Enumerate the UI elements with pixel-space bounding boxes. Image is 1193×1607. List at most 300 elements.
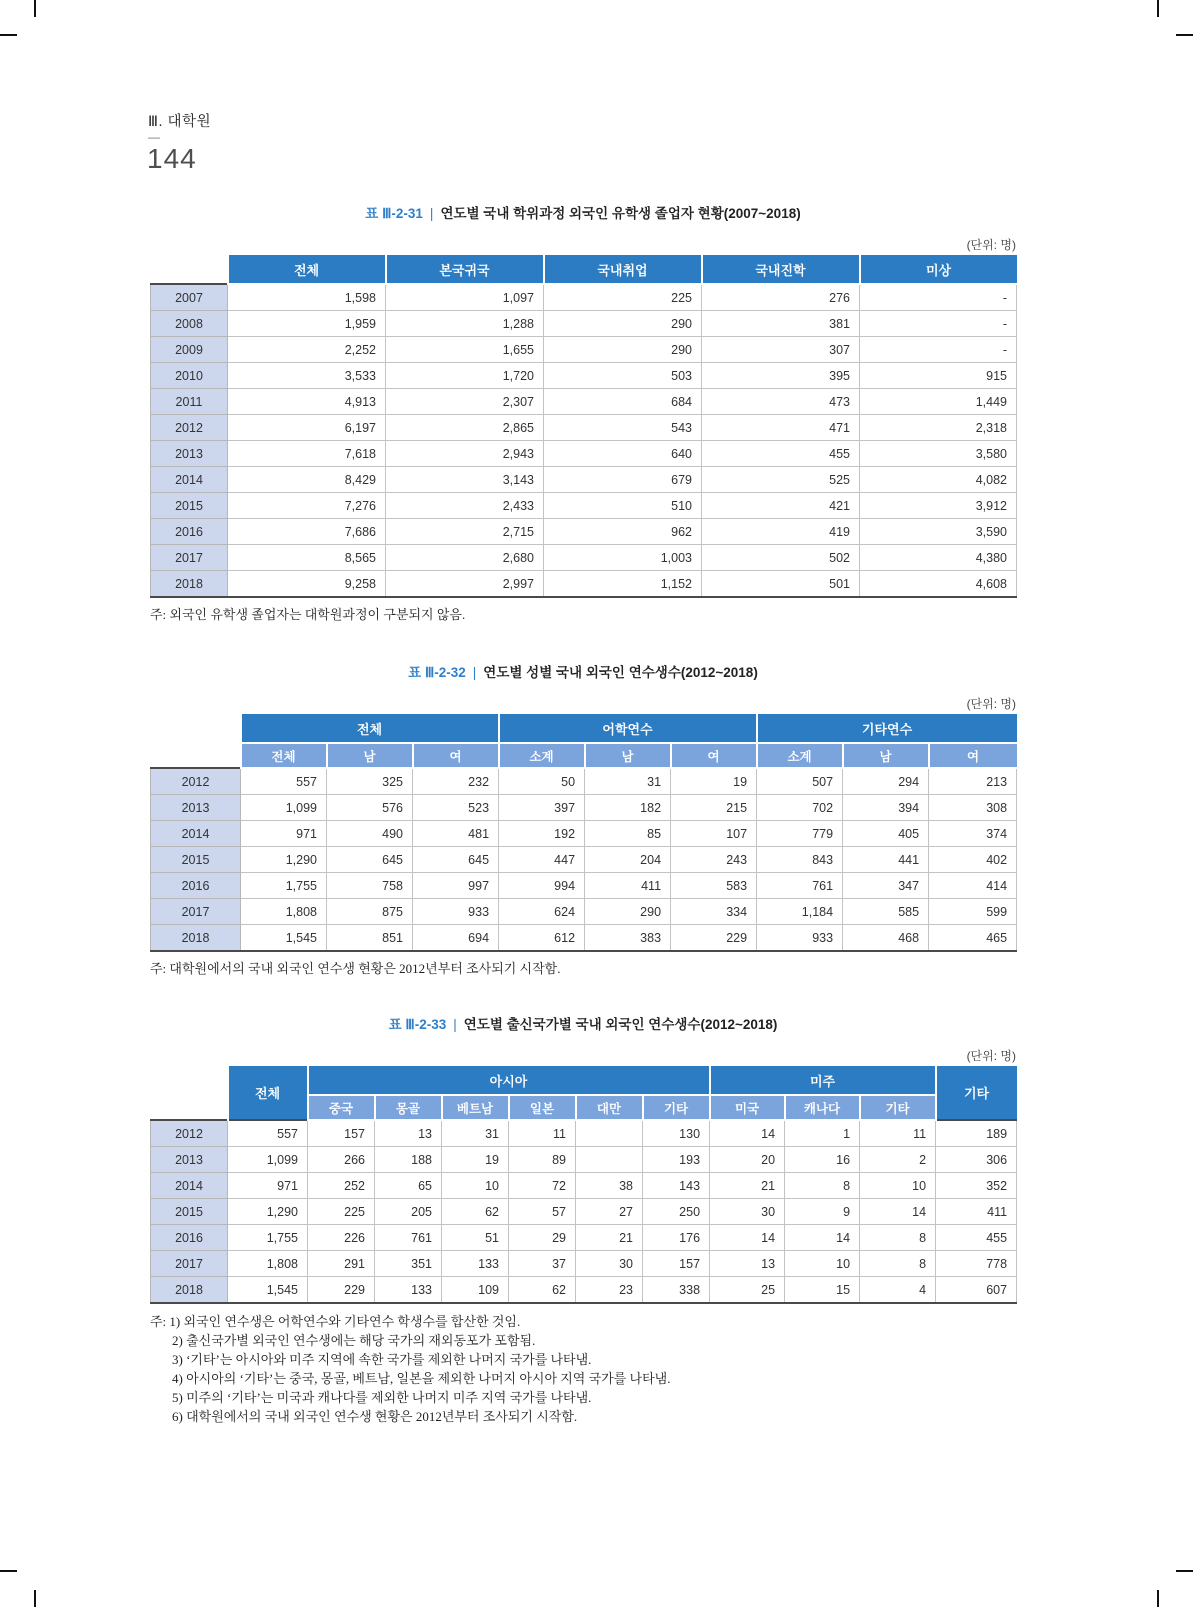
table2-sub-male: 남 xyxy=(327,743,413,768)
data-cell: 11 xyxy=(509,1120,576,1147)
data-cell: 465 xyxy=(929,925,1017,952)
data-cell: 229 xyxy=(308,1277,375,1304)
table2-sub-female2: 여 xyxy=(671,743,757,768)
table1-corner-cell xyxy=(151,255,228,284)
year-cell: 2016 xyxy=(151,1225,228,1251)
data-cell: 1,545 xyxy=(241,925,327,952)
crop-mark-top-right-v xyxy=(1157,0,1159,17)
data-cell: 394 xyxy=(843,795,929,821)
table-row xyxy=(151,1120,1017,1147)
data-cell: 758 xyxy=(327,873,413,899)
data-cell: 694 xyxy=(413,925,499,952)
table3-note-3: 3) ‘기타’는 아시아와 미주 지역에 속한 국가를 제외한 나머지 국가를 나타냄. xyxy=(172,1352,592,1367)
data-cell: 27 xyxy=(576,1199,643,1225)
table-row xyxy=(151,545,1017,571)
data-cell: 7,686 xyxy=(228,519,386,545)
data-cell: 402 xyxy=(929,847,1017,873)
table1-col-unknown: 미상 xyxy=(860,255,1017,284)
data-cell: 3,912 xyxy=(860,493,1017,519)
table1-header-row xyxy=(151,255,1017,284)
data-cell: 14 xyxy=(860,1199,936,1225)
data-cell: 193 xyxy=(643,1147,710,1173)
data-cell: 8,565 xyxy=(228,545,386,571)
data-cell: 276 xyxy=(702,284,860,311)
table3-sub-americas-etc: 기타 xyxy=(860,1095,936,1120)
data-cell: 523 xyxy=(413,795,499,821)
data-cell: 3,590 xyxy=(860,519,1017,545)
data-cell: 543 xyxy=(544,415,702,441)
data-cell: 455 xyxy=(936,1225,1017,1251)
table-row xyxy=(151,873,1017,899)
data-cell: 510 xyxy=(544,493,702,519)
data-cell: 397 xyxy=(499,795,585,821)
data-cell: 971 xyxy=(228,1173,308,1199)
table-row xyxy=(151,415,1017,441)
year-cell: 2009 xyxy=(151,337,228,363)
data-cell: 51 xyxy=(442,1225,509,1251)
data-cell: 243 xyxy=(671,847,757,873)
year-cell: 2017 xyxy=(151,545,228,571)
data-cell: 133 xyxy=(442,1251,509,1277)
data-cell: 481 xyxy=(413,821,499,847)
data-cell: 684 xyxy=(544,389,702,415)
data-cell: 1,808 xyxy=(228,1251,308,1277)
data-cell: 290 xyxy=(585,899,671,925)
data-cell: 8 xyxy=(860,1251,936,1277)
year-cell: 2007 xyxy=(151,284,228,311)
data-cell: 3,533 xyxy=(228,363,386,389)
data-cell: 915 xyxy=(860,363,1017,389)
crop-mark-bottom-left-v xyxy=(34,1590,36,1607)
table3-note-1: 주: 1) 외국인 연수생은 어학연수와 기타연수 학생수를 합산한 것임. xyxy=(150,1314,521,1329)
title-separator: | xyxy=(472,665,477,680)
data-cell: 471 xyxy=(702,415,860,441)
data-cell: 30 xyxy=(710,1199,785,1225)
data-cell: 205 xyxy=(375,1199,442,1225)
table3-sub-mongolia: 몽골 xyxy=(375,1095,442,1120)
data-cell: 143 xyxy=(643,1173,710,1199)
data-cell: 4,913 xyxy=(228,389,386,415)
table2-corner-cell xyxy=(151,714,241,743)
data-cell: 501 xyxy=(702,571,860,598)
data-cell xyxy=(576,1147,643,1173)
data-cell: 1,449 xyxy=(860,389,1017,415)
data-cell: 1,598 xyxy=(228,284,386,311)
data-cell: 4,608 xyxy=(860,571,1017,598)
table-row xyxy=(151,768,1017,795)
table3-sub-china: 중국 xyxy=(308,1095,375,1120)
table3-group-americas: 미주 xyxy=(710,1066,936,1095)
data-cell: 50 xyxy=(499,768,585,795)
data-cell: 761 xyxy=(375,1225,442,1251)
data-cell: - xyxy=(860,337,1017,363)
data-cell: 1,097 xyxy=(386,284,544,311)
data-cell: 374 xyxy=(929,821,1017,847)
data-cell: 2,943 xyxy=(386,441,544,467)
data-cell: 405 xyxy=(843,821,929,847)
table3-unit-label: (단위: 명) xyxy=(966,1049,1016,1063)
data-cell: 585 xyxy=(843,899,929,925)
data-cell: 10 xyxy=(860,1173,936,1199)
crop-mark-top-right-h xyxy=(1176,34,1193,36)
data-cell: 994 xyxy=(499,873,585,899)
data-cell: 62 xyxy=(509,1277,576,1304)
data-cell: 31 xyxy=(442,1120,509,1147)
data-cell: 2,307 xyxy=(386,389,544,415)
data-cell: 38 xyxy=(576,1173,643,1199)
data-cell: 525 xyxy=(702,467,860,493)
data-cell: 8 xyxy=(785,1173,860,1199)
table2-sub-female3: 여 xyxy=(929,743,1017,768)
table2-note: 주: 대학원에서의 국내 외국인 연수생 현황은 2012년부터 조사되기 시작함. xyxy=(150,961,561,976)
data-cell: 11 xyxy=(860,1120,936,1147)
data-cell: 2,318 xyxy=(860,415,1017,441)
data-cell: 875 xyxy=(327,899,413,925)
table-row xyxy=(151,1199,1017,1225)
crop-mark-top-left-v xyxy=(34,0,36,17)
data-cell: 779 xyxy=(757,821,843,847)
table-graduates-by-year xyxy=(150,255,1017,598)
data-cell: 14 xyxy=(710,1120,785,1147)
data-cell: 557 xyxy=(228,1120,308,1147)
data-cell: 157 xyxy=(643,1251,710,1277)
table3-sub-vietnam: 베트남 xyxy=(442,1095,509,1120)
table-row xyxy=(151,847,1017,873)
table3-col-total: 전체 xyxy=(228,1066,308,1120)
table2-sub-subtotal2: 소계 xyxy=(757,743,843,768)
data-cell: 414 xyxy=(929,873,1017,899)
data-cell xyxy=(576,1120,643,1147)
data-cell: 851 xyxy=(327,925,413,952)
data-cell: 226 xyxy=(308,1225,375,1251)
year-cell: 2008 xyxy=(151,311,228,337)
data-cell: 31 xyxy=(585,768,671,795)
data-cell: 933 xyxy=(757,925,843,952)
data-cell: 225 xyxy=(308,1199,375,1225)
data-cell: 624 xyxy=(499,899,585,925)
data-cell: 1,290 xyxy=(241,847,327,873)
table2-sub-header-row xyxy=(151,743,1017,768)
data-cell: - xyxy=(860,311,1017,337)
table2-title xyxy=(150,664,1016,682)
table1-label: 표 Ⅲ-2-31 xyxy=(365,206,423,221)
year-cell: 2016 xyxy=(151,519,228,545)
table-row xyxy=(151,899,1017,925)
data-cell: 473 xyxy=(702,389,860,415)
table3-note-6: 6) 대학원에서의 국내 외국인 연수생 현황은 2012년부터 조사되기 시작함. xyxy=(172,1409,578,1424)
table2-group-total: 전체 xyxy=(241,714,499,743)
year-cell: 2015 xyxy=(151,493,228,519)
table3-title xyxy=(150,1016,1016,1034)
data-cell: 213 xyxy=(929,768,1017,795)
crop-mark-bottom-right-v xyxy=(1157,1590,1159,1607)
data-cell: 503 xyxy=(544,363,702,389)
data-cell: 2,715 xyxy=(386,519,544,545)
data-cell: 411 xyxy=(936,1199,1017,1225)
data-cell: 4 xyxy=(860,1277,936,1304)
year-cell: 2012 xyxy=(151,768,241,795)
data-cell: 383 xyxy=(585,925,671,952)
crop-mark-bottom-right-h xyxy=(1176,1570,1193,1572)
data-cell: 352 xyxy=(936,1173,1017,1199)
year-cell: 2014 xyxy=(151,821,241,847)
crop-mark-top-left-h xyxy=(0,34,17,36)
data-cell: 21 xyxy=(576,1225,643,1251)
data-cell: 419 xyxy=(702,519,860,545)
year-cell: 2014 xyxy=(151,467,228,493)
page-content xyxy=(150,205,1016,1426)
data-cell: 583 xyxy=(671,873,757,899)
table-row xyxy=(151,493,1017,519)
data-cell: 14 xyxy=(710,1225,785,1251)
data-cell: 23 xyxy=(576,1277,643,1304)
data-cell: 133 xyxy=(375,1277,442,1304)
table-row xyxy=(151,519,1017,545)
data-cell: 215 xyxy=(671,795,757,821)
year-cell: 2010 xyxy=(151,363,228,389)
data-cell: 85 xyxy=(585,821,671,847)
data-cell: 229 xyxy=(671,925,757,952)
data-cell: 89 xyxy=(509,1147,576,1173)
table3-corner-cell xyxy=(151,1066,228,1095)
data-cell: 843 xyxy=(757,847,843,873)
data-cell: 62 xyxy=(442,1199,509,1225)
table3-sub-asia-etc: 기타 xyxy=(643,1095,710,1120)
table-row xyxy=(151,284,1017,311)
table2-sub-male2: 남 xyxy=(585,743,671,768)
data-cell: 107 xyxy=(671,821,757,847)
data-cell: 57 xyxy=(509,1199,576,1225)
data-cell: - xyxy=(860,284,1017,311)
data-cell: 266 xyxy=(308,1147,375,1173)
data-cell: 702 xyxy=(757,795,843,821)
data-cell: 188 xyxy=(375,1147,442,1173)
table-row xyxy=(151,821,1017,847)
table-row xyxy=(151,441,1017,467)
table3-note-4: 4) 아시아의 ‘기타’는 중국, 몽골, 베트남, 일본을 제외한 나머지 아시아 지역 국가를 나타냄. xyxy=(172,1371,671,1386)
table2-corner-cell2 xyxy=(151,743,241,768)
table2-group-other: 기타연수 xyxy=(757,714,1017,743)
data-cell: 1,808 xyxy=(241,899,327,925)
data-cell: 25 xyxy=(710,1277,785,1304)
table1-title-text: 연도별 국내 학위과정 외국인 유학생 졸업자 현황(2007~2018) xyxy=(440,206,801,221)
data-cell: 232 xyxy=(413,768,499,795)
year-cell: 2014 xyxy=(151,1173,228,1199)
data-cell: 1,545 xyxy=(228,1277,308,1304)
data-cell: 2,997 xyxy=(386,571,544,598)
data-cell: 3,143 xyxy=(386,467,544,493)
data-cell: 599 xyxy=(929,899,1017,925)
year-cell: 2012 xyxy=(151,1120,228,1147)
data-cell: 16 xyxy=(785,1147,860,1173)
year-cell: 2018 xyxy=(151,571,228,598)
data-cell: 8 xyxy=(860,1225,936,1251)
data-cell: 9,258 xyxy=(228,571,386,598)
table-trainees-by-gender xyxy=(150,714,1017,952)
year-cell: 2017 xyxy=(151,899,241,925)
table-row xyxy=(151,571,1017,598)
data-cell: 307 xyxy=(702,337,860,363)
data-cell: 2,252 xyxy=(228,337,386,363)
table3-notes xyxy=(150,1312,1016,1426)
table2-sub-subtotal: 소계 xyxy=(499,743,585,768)
data-cell: 10 xyxy=(785,1251,860,1277)
table3-note-2: 2) 출신국가별 외국인 연수생에는 해당 국가의 재외동포가 포함됨. xyxy=(172,1333,536,1348)
year-cell: 2018 xyxy=(151,925,241,952)
data-cell: 2,433 xyxy=(386,493,544,519)
year-cell: 2013 xyxy=(151,1147,228,1173)
data-cell: 557 xyxy=(241,768,327,795)
data-cell: 29 xyxy=(509,1225,576,1251)
table-row xyxy=(151,925,1017,952)
data-cell: 468 xyxy=(843,925,929,952)
data-cell: 291 xyxy=(308,1251,375,1277)
section-label: Ⅲ. 대학원 xyxy=(148,114,212,130)
data-cell: 6,197 xyxy=(228,415,386,441)
data-cell: 645 xyxy=(413,847,499,873)
data-cell: 1,290 xyxy=(228,1199,308,1225)
table-row xyxy=(151,389,1017,415)
data-cell: 411 xyxy=(585,873,671,899)
data-cell: 1 xyxy=(785,1120,860,1147)
table3-group-asia: 아시아 xyxy=(308,1066,710,1095)
table-row xyxy=(151,1173,1017,1199)
data-cell: 250 xyxy=(643,1199,710,1225)
table2-sub-total: 전체 xyxy=(241,743,327,768)
data-cell: 308 xyxy=(929,795,1017,821)
data-cell: 1,152 xyxy=(544,571,702,598)
data-cell: 441 xyxy=(843,847,929,873)
table3-sub-usa: 미국 xyxy=(710,1095,785,1120)
table2-unit-label: (단위: 명) xyxy=(966,697,1016,711)
data-cell: 1,184 xyxy=(757,899,843,925)
table3-title-text: 연도별 출신국가별 국내 외국인 연수생수(2012~2018) xyxy=(463,1017,778,1032)
data-cell: 13 xyxy=(710,1251,785,1277)
crop-mark-bottom-left-h xyxy=(0,1570,17,1572)
data-cell: 612 xyxy=(499,925,585,952)
data-cell: 9 xyxy=(785,1199,860,1225)
data-cell: 1,959 xyxy=(228,311,386,337)
table3-sub-canada: 캐나다 xyxy=(785,1095,860,1120)
table3-label: 표 Ⅲ-2-33 xyxy=(388,1017,447,1032)
data-cell: 182 xyxy=(585,795,671,821)
data-cell: 15 xyxy=(785,1277,860,1304)
table2-title-text: 연도별 성별 국내 외국인 연수생수(2012~2018) xyxy=(483,665,758,680)
data-cell: 14 xyxy=(785,1225,860,1251)
table-row xyxy=(151,337,1017,363)
data-cell: 252 xyxy=(308,1173,375,1199)
data-cell: 381 xyxy=(702,311,860,337)
data-cell: 72 xyxy=(509,1173,576,1199)
year-cell: 2013 xyxy=(151,441,228,467)
table3-group-header-row xyxy=(151,1066,1017,1095)
data-cell: 21 xyxy=(710,1173,785,1199)
data-cell: 10 xyxy=(442,1173,509,1199)
data-cell: 19 xyxy=(442,1147,509,1173)
table3-sub-japan: 일본 xyxy=(509,1095,576,1120)
table1-note: 주: 외국인 유학생 졸업자는 대학원과정이 구분되지 않음. xyxy=(150,607,466,622)
data-cell: 640 xyxy=(544,441,702,467)
data-cell: 19 xyxy=(671,768,757,795)
table-row xyxy=(151,1277,1017,1304)
data-cell: 225 xyxy=(544,284,702,311)
data-cell: 679 xyxy=(544,467,702,493)
data-cell: 4,082 xyxy=(860,467,1017,493)
data-cell: 1,755 xyxy=(228,1225,308,1251)
table1-col-employed: 국내취업 xyxy=(544,255,702,284)
data-cell: 204 xyxy=(585,847,671,873)
data-cell: 3,580 xyxy=(860,441,1017,467)
data-cell: 421 xyxy=(702,493,860,519)
data-cell: 778 xyxy=(936,1251,1017,1277)
year-cell: 2018 xyxy=(151,1277,228,1304)
year-cell: 2017 xyxy=(151,1251,228,1277)
table-row xyxy=(151,1225,1017,1251)
year-cell: 2013 xyxy=(151,795,241,821)
data-cell: 507 xyxy=(757,768,843,795)
data-cell: 13 xyxy=(375,1120,442,1147)
data-cell: 1,655 xyxy=(386,337,544,363)
table-row xyxy=(151,467,1017,493)
table3-corner-cell2 xyxy=(151,1095,228,1120)
data-cell: 109 xyxy=(442,1277,509,1304)
data-cell: 1,099 xyxy=(241,795,327,821)
table2-sub-female: 여 xyxy=(413,743,499,768)
data-cell: 157 xyxy=(308,1120,375,1147)
table3-col-etc: 기타 xyxy=(936,1066,1017,1120)
table-row xyxy=(151,1251,1017,1277)
data-cell: 8,429 xyxy=(228,467,386,493)
table3-sub-taiwan: 대만 xyxy=(576,1095,643,1120)
table1-col-total: 전체 xyxy=(228,255,386,284)
data-cell: 997 xyxy=(413,873,499,899)
data-cell: 351 xyxy=(375,1251,442,1277)
table-row xyxy=(151,795,1017,821)
data-cell: 2,865 xyxy=(386,415,544,441)
year-cell: 2015 xyxy=(151,1199,228,1225)
data-cell: 65 xyxy=(375,1173,442,1199)
data-cell: 962 xyxy=(544,519,702,545)
data-cell: 37 xyxy=(509,1251,576,1277)
table-row xyxy=(151,1147,1017,1173)
data-cell: 607 xyxy=(936,1277,1017,1304)
data-cell: 1,720 xyxy=(386,363,544,389)
data-cell: 490 xyxy=(327,821,413,847)
data-cell: 7,276 xyxy=(228,493,386,519)
table1-title xyxy=(150,205,1016,223)
data-cell: 30 xyxy=(576,1251,643,1277)
data-cell: 2 xyxy=(860,1147,936,1173)
data-cell: 447 xyxy=(499,847,585,873)
table1-col-returned: 본국귀국 xyxy=(386,255,544,284)
data-cell: 347 xyxy=(843,873,929,899)
data-cell: 20 xyxy=(710,1147,785,1173)
section-divider: — xyxy=(148,130,160,144)
data-cell: 334 xyxy=(671,899,757,925)
data-cell: 338 xyxy=(643,1277,710,1304)
data-cell: 1,003 xyxy=(544,545,702,571)
table1-col-further-study: 국내진학 xyxy=(702,255,860,284)
data-cell: 576 xyxy=(327,795,413,821)
title-separator: | xyxy=(453,1017,457,1032)
data-cell: 290 xyxy=(544,311,702,337)
year-cell: 2015 xyxy=(151,847,241,873)
table-row xyxy=(151,311,1017,337)
page-number: 144 xyxy=(147,143,197,174)
table2-group-language: 어학연수 xyxy=(499,714,757,743)
data-cell: 761 xyxy=(757,873,843,899)
data-cell: 933 xyxy=(413,899,499,925)
